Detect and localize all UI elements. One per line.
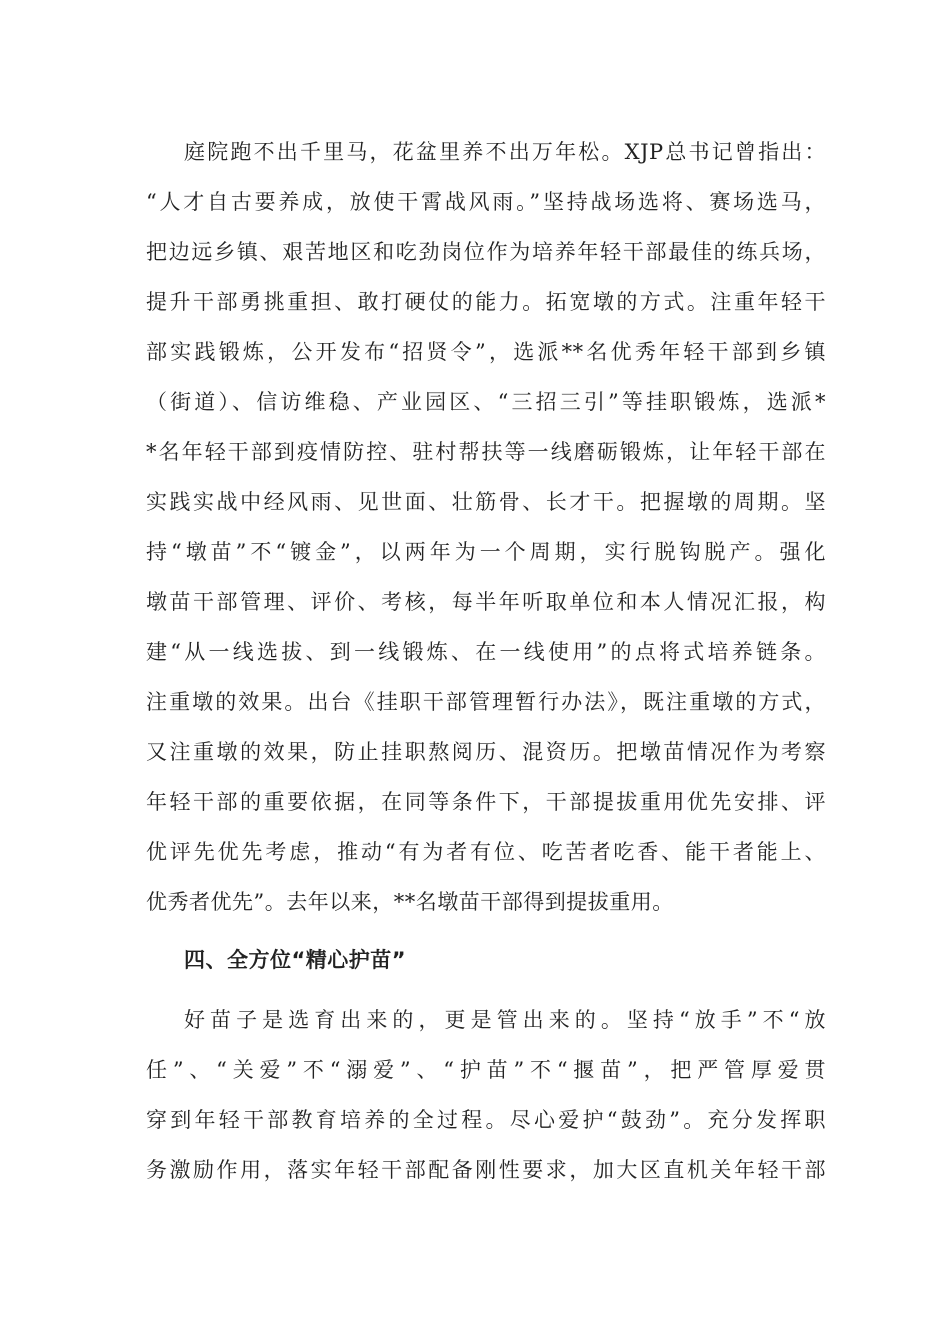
paragraph-1-line-15: 优评先优先考虑，推动“有为者有位、吃苦者吃香、能干者能上、 xyxy=(146,840,826,864)
paragraph-2-line-4: 务激励作用，落实年轻干部配备刚性要求，加大区直机关年轻干部 xyxy=(146,1158,826,1182)
paragraph-1-line-6: （街道）、信访维稳、产业园区、“三招三引”等挂职锻炼，选派* xyxy=(146,390,826,414)
paragraph-1-line-13: 又注重墩的效果，防止挂职熬阅历、混资历。把墩苗情况作为考察 xyxy=(146,740,826,764)
paragraph-1-line-1: 庭院跑不出千里马，花盆里养不出万年松。XJP总书记曾指出： xyxy=(184,140,826,164)
section-heading: 四、全方位“精心护苗” xyxy=(184,948,407,972)
paragraph-1-line-16: 优秀者优先”。去年以来，**名墩苗干部得到提拔重用。 xyxy=(146,890,674,914)
paragraph-1-line-4: 提升干部勇挑重担、敢打硬仗的能力。拓宽墩的方式。注重年轻干 xyxy=(146,290,826,314)
paragraph-1-line-12: 注重墩的效果。出台《挂职干部管理暂行办法》，既注重墩的方式， xyxy=(146,690,826,714)
paragraph-2-line-3: 穿到年轻干部教育培养的全过程。尽心爱护“鼓劲”。充分发挥职 xyxy=(146,1108,826,1132)
paragraph-1-line-9: 持“墩苗”不“镀金”，以两年为一个周期，实行脱钩脱产。强化 xyxy=(146,540,826,564)
paragraph-2-line-2: 任”、“关爱”不“溺爱”、“护苗”不“揠苗”，把严管厚爱贯 xyxy=(146,1058,826,1082)
paragraph-1-line-10: 墩苗干部管理、评价、考核，每半年听取单位和本人情况汇报，构 xyxy=(146,590,826,614)
paragraph-1-line-3: 把边远乡镇、艰苦地区和吃劲岗位作为培养年轻干部最佳的练兵场， xyxy=(146,240,826,264)
paragraph-1-line-7: *名年轻干部到疫情防控、驻村帮扶等一线磨砺锻炼，让年轻干部在 xyxy=(146,440,826,464)
paragraph-1-line-8: 实践实战中经风雨、见世面、壮筋骨、长才干。把握墩的周期。坚 xyxy=(146,490,826,514)
paragraph-1-line-5: 部实践锻炼，公开发布“招贤令”，选派**名优秀年轻干部到乡镇 xyxy=(146,340,826,364)
paragraph-1-line-11: 建“从一线选拔、到一线锻炼、在一线使用”的点将式培养链条。 xyxy=(146,640,826,664)
paragraph-1-line-14: 年轻干部的重要依据，在同等条件下，干部提拔重用优先安排、评 xyxy=(146,790,826,814)
paragraph-2-line-1: 好苗子是选育出来的，更是管出来的。坚持“放手”不“放 xyxy=(184,1008,826,1032)
paragraph-1-line-2: “人才自古要养成，放使干霄战风雨。”坚持战场选将、赛场选马， xyxy=(146,190,826,214)
